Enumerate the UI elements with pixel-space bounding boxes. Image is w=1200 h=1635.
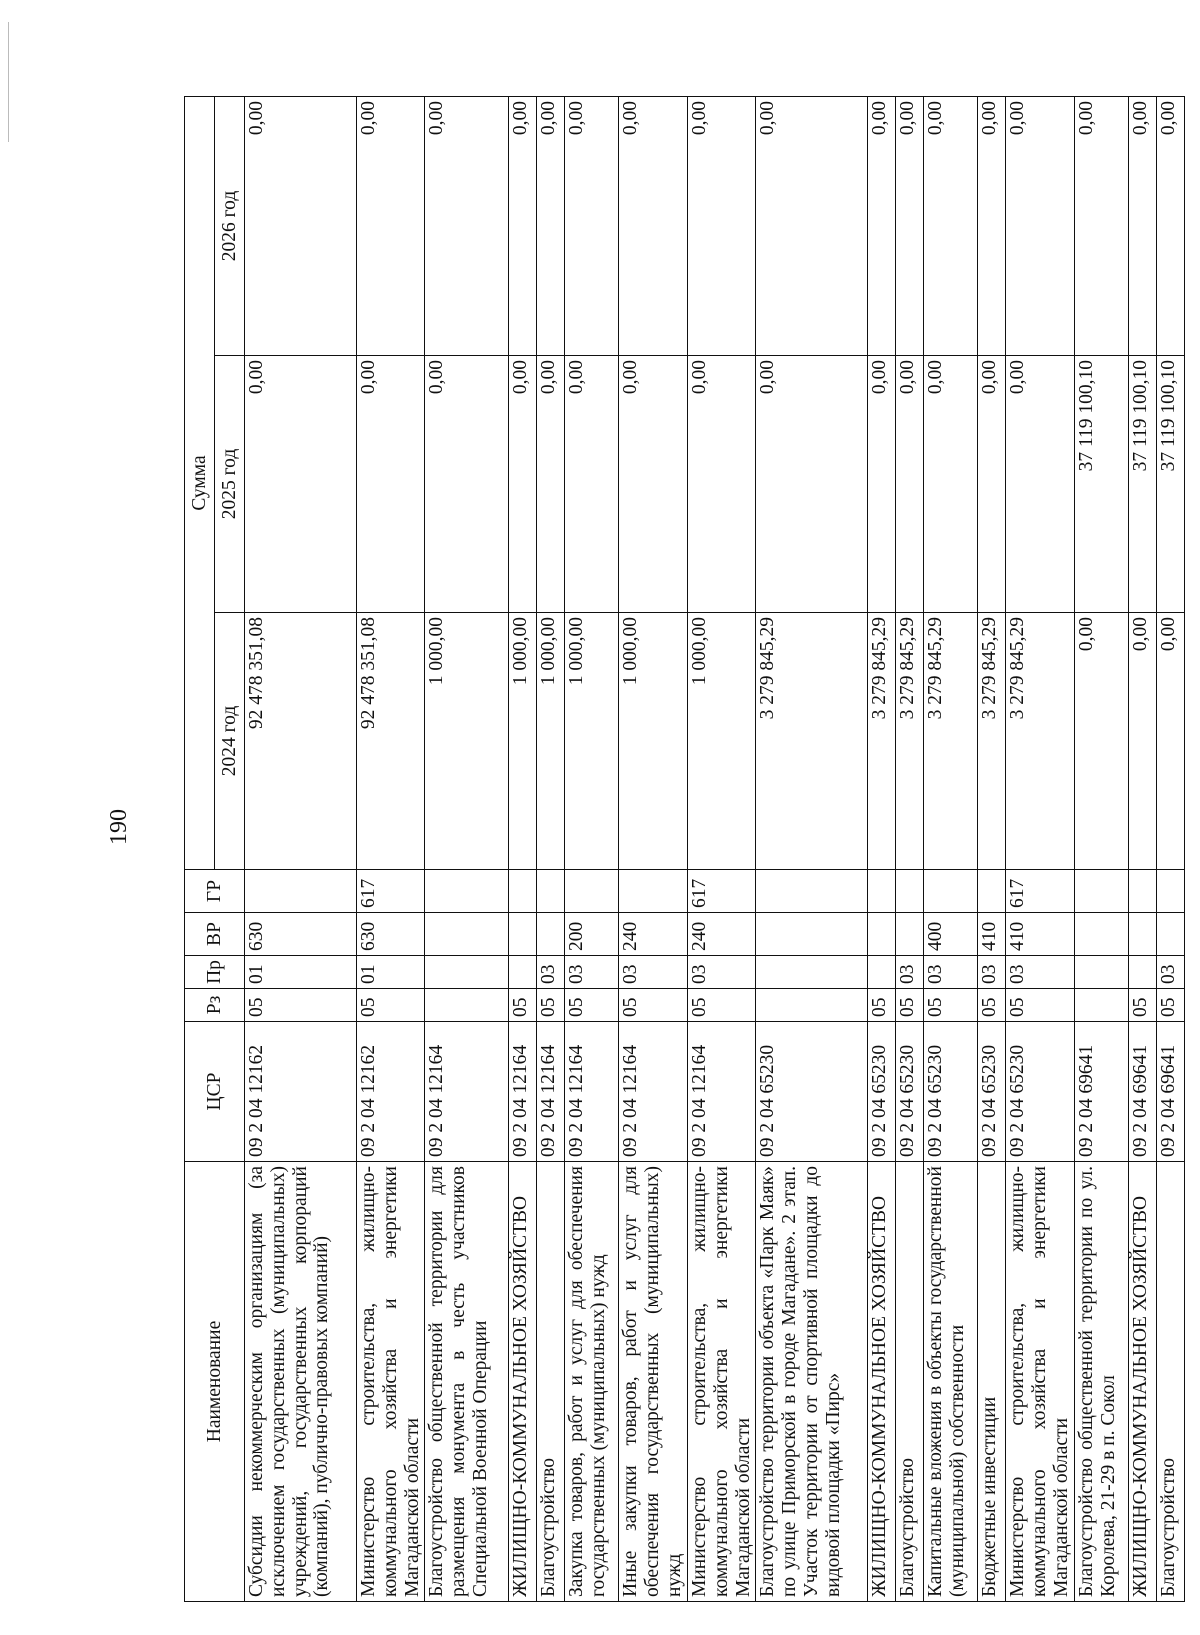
header-2025: 2025 год (215, 356, 245, 613)
row-2026: 0,00 (978, 97, 1006, 356)
row-gr (924, 870, 978, 913)
row-vr (868, 913, 896, 956)
row-2026: 0,00 (425, 97, 509, 356)
table-row (978, 97, 1006, 1602)
row-pr: 01 (245, 956, 357, 989)
row-name: Капитальные вложения в объекты государственной (муниципальной) собственности (924, 1162, 978, 1602)
header-csr: ЦСР (185, 1022, 245, 1162)
row-pr: 03 (978, 956, 1006, 989)
table-header (185, 97, 245, 1602)
row-2024: 1 000,00 (687, 613, 755, 870)
row-2024: 3 279 845,29 (756, 613, 868, 870)
row-2024: 3 279 845,29 (868, 613, 896, 870)
row-vr (425, 913, 509, 956)
row-2026: 0,00 (924, 97, 978, 356)
row-csr: 09 2 04 65230 (924, 1022, 978, 1162)
row-2025: 0,00 (619, 356, 687, 613)
row-name: ЖИЛИЩНО-КОММУНАЛЬНОЕ ХОЗЯЙСТВО (509, 1162, 537, 1602)
row-name: Благоустройство общественной территории для размещения монумента в честь участников Специальной Военной Операции (425, 1162, 509, 1602)
row-pr (1074, 956, 1128, 989)
row-rz: 05 (1156, 989, 1184, 1022)
table-row (357, 97, 425, 1602)
row-name: Министерство строительства, жилищно-коммунального хозяйства и энергетики Магаданской области (1006, 1162, 1074, 1602)
row-2025: 0,00 (425, 356, 509, 613)
table-row (868, 97, 896, 1602)
row-2025: 0,00 (687, 356, 755, 613)
row-gr (509, 870, 537, 913)
row-name: Иные закупки товаров, работ и услуг для обеспечения государственных (муниципальных) нужд (619, 1162, 687, 1602)
row-rz: 05 (868, 989, 896, 1022)
row-2026: 0,00 (687, 97, 755, 356)
table-row (565, 97, 619, 1602)
row-vr (1128, 913, 1156, 956)
margin-line (8, 22, 9, 142)
table-row (619, 97, 687, 1602)
row-pr (509, 956, 537, 989)
row-pr: 03 (687, 956, 755, 989)
page-number: 190 (106, 809, 132, 845)
row-2025: 0,00 (896, 356, 924, 613)
table-row (1156, 97, 1184, 1602)
row-2024: 1 000,00 (619, 613, 687, 870)
budget-table (184, 96, 1185, 1602)
row-gr (896, 870, 924, 913)
row-2025: 0,00 (868, 356, 896, 613)
row-name: Благоустройство (896, 1162, 924, 1602)
row-name: Министерство строительства, жилищно-коммунального хозяйства и энергетики Магаданской области (357, 1162, 425, 1602)
row-2026: 0,00 (756, 97, 868, 356)
row-csr: 09 2 04 12162 (357, 1022, 425, 1162)
row-vr: 410 (978, 913, 1006, 956)
table-row (896, 97, 924, 1602)
row-2025: 0,00 (756, 356, 868, 613)
row-2026: 0,00 (245, 97, 357, 356)
row-rz (425, 989, 509, 1022)
row-2025: 0,00 (509, 356, 537, 613)
row-csr: 09 2 04 12164 (509, 1022, 537, 1162)
row-vr: 240 (687, 913, 755, 956)
row-2024: 1 000,00 (509, 613, 537, 870)
table-row (924, 97, 978, 1602)
header-sum: Сумма (185, 97, 215, 870)
header-name: Наименование (185, 1162, 245, 1602)
row-name: ЖИЛИЩНО-КОММУНАЛЬНОЕ ХОЗЯЙСТВО (868, 1162, 896, 1602)
table-row (537, 97, 565, 1602)
row-gr (425, 870, 509, 913)
row-name: Благоустройство территории объекта «Парк Маяк» по улице Приморской в городе Магадане». 2 этап. Участок территории от спортивной площадки до видовой площадки «Пирс» (756, 1162, 868, 1602)
row-2025: 0,00 (537, 356, 565, 613)
row-pr: 01 (357, 956, 425, 989)
table-row (1128, 97, 1156, 1602)
table-row (509, 97, 537, 1602)
row-rz: 05 (357, 989, 425, 1022)
row-2025: 37 119 100,10 (1128, 356, 1156, 613)
row-rz: 05 (1128, 989, 1156, 1022)
row-2026: 0,00 (509, 97, 537, 356)
row-2024: 0,00 (1156, 613, 1184, 870)
row-2026: 0,00 (565, 97, 619, 356)
budget-table-container (184, 97, 1179, 1602)
row-vr: 200 (565, 913, 619, 956)
row-2025: 37 119 100,10 (1156, 356, 1184, 613)
table-row (756, 97, 868, 1602)
row-pr: 03 (924, 956, 978, 989)
row-pr (868, 956, 896, 989)
row-name: Благоустройство (537, 1162, 565, 1602)
row-vr: 410 (1006, 913, 1074, 956)
row-2026: 0,00 (1156, 97, 1184, 356)
row-2025: 0,00 (1006, 356, 1074, 613)
header-rz: Рз (185, 989, 245, 1022)
row-name: Бюджетные инвестиции (978, 1162, 1006, 1602)
row-gr (1128, 870, 1156, 913)
row-csr: 09 2 04 65230 (756, 1022, 868, 1162)
row-name: Министерство строительства, жилищно-коммунального хозяйства и энергетики Магаданской области (687, 1162, 755, 1602)
row-rz: 05 (1006, 989, 1074, 1022)
row-name: Закупка товаров, работ и услуг для обеспечения государственных (муниципальных) нужд (565, 1162, 619, 1602)
table-row (425, 97, 509, 1602)
row-gr (978, 870, 1006, 913)
row-2026: 0,00 (868, 97, 896, 356)
row-rz: 05 (978, 989, 1006, 1022)
header-gr: ГР (185, 870, 245, 913)
row-rz: 05 (924, 989, 978, 1022)
row-rz (756, 989, 868, 1022)
row-pr: 03 (619, 956, 687, 989)
row-rz (1074, 989, 1128, 1022)
row-rz: 05 (537, 989, 565, 1022)
row-vr (537, 913, 565, 956)
row-pr: 03 (537, 956, 565, 989)
table-row (1006, 97, 1074, 1602)
row-vr (896, 913, 924, 956)
table-row (1074, 97, 1128, 1602)
row-pr: 03 (1156, 956, 1184, 989)
row-2024: 0,00 (1074, 613, 1128, 870)
row-gr (1074, 870, 1128, 913)
row-2025: 0,00 (245, 356, 357, 613)
row-2026: 0,00 (1128, 97, 1156, 356)
row-2024: 0,00 (1128, 613, 1156, 870)
table-row (245, 97, 357, 1602)
row-2024: 3 279 845,29 (924, 613, 978, 870)
row-csr: 09 2 04 65230 (896, 1022, 924, 1162)
row-2025: 0,00 (924, 356, 978, 613)
row-2024: 3 279 845,29 (978, 613, 1006, 870)
row-2026: 0,00 (1074, 97, 1128, 356)
row-gr (1156, 870, 1184, 913)
row-2024: 1 000,00 (425, 613, 509, 870)
row-2026: 0,00 (896, 97, 924, 356)
row-2026: 0,00 (619, 97, 687, 356)
row-gr (565, 870, 619, 913)
row-name: Субсидии некоммерческим организациям (за исключением государственных (муниципальных) учреждений, государственных корпораций (компаний), публично-правовых компаний) (245, 1162, 357, 1602)
row-vr (509, 913, 537, 956)
row-csr: 09 2 04 12164 (687, 1022, 755, 1162)
row-2024: 1 000,00 (537, 613, 565, 870)
row-2025: 0,00 (565, 356, 619, 613)
row-vr (1156, 913, 1184, 956)
header-2026: 2026 год (215, 97, 245, 356)
row-pr (756, 956, 868, 989)
row-csr: 09 2 04 12164 (537, 1022, 565, 1162)
row-csr: 09 2 04 12164 (565, 1022, 619, 1162)
row-vr (1074, 913, 1128, 956)
row-gr: 617 (1006, 870, 1074, 913)
row-csr: 09 2 04 12164 (425, 1022, 509, 1162)
row-csr: 09 2 04 65230 (868, 1022, 896, 1162)
row-rz: 05 (565, 989, 619, 1022)
row-csr: 09 2 04 69641 (1074, 1022, 1128, 1162)
row-2024: 92 478 351,08 (357, 613, 425, 870)
row-2026: 0,00 (537, 97, 565, 356)
row-2026: 0,00 (357, 97, 425, 356)
row-vr: 400 (924, 913, 978, 956)
row-2025: 0,00 (978, 356, 1006, 613)
row-vr: 630 (245, 913, 357, 956)
row-pr (1128, 956, 1156, 989)
row-pr: 03 (896, 956, 924, 989)
row-2026: 0,00 (1006, 97, 1074, 356)
row-vr: 630 (357, 913, 425, 956)
row-csr: 09 2 04 12164 (619, 1022, 687, 1162)
row-csr: 09 2 04 65230 (978, 1022, 1006, 1162)
row-csr: 09 2 04 69641 (1156, 1022, 1184, 1162)
row-gr (756, 870, 868, 913)
row-pr: 03 (565, 956, 619, 989)
row-2025: 0,00 (357, 356, 425, 613)
table-body (245, 97, 1185, 1602)
header-pr: Пр (185, 956, 245, 989)
row-pr: 03 (1006, 956, 1074, 989)
row-name: ЖИЛИЩНО-КОММУНАЛЬНОЕ ХОЗЯЙСТВО (1128, 1162, 1156, 1602)
row-2024: 3 279 845,29 (896, 613, 924, 870)
table-row (687, 97, 755, 1602)
row-gr (619, 870, 687, 913)
row-rz: 05 (896, 989, 924, 1022)
row-gr: 617 (357, 870, 425, 913)
row-csr: 09 2 04 69641 (1128, 1022, 1156, 1162)
row-csr: 09 2 04 65230 (1006, 1022, 1074, 1162)
row-rz: 05 (245, 989, 357, 1022)
row-2024: 1 000,00 (565, 613, 619, 870)
row-vr: 240 (619, 913, 687, 956)
row-2025: 37 119 100,10 (1074, 356, 1128, 613)
row-name: Благоустройство (1156, 1162, 1184, 1602)
header-2024: 2024 год (215, 613, 245, 870)
row-csr: 09 2 04 12162 (245, 1022, 357, 1162)
row-2024: 92 478 351,08 (245, 613, 357, 870)
row-rz: 05 (509, 989, 537, 1022)
row-name: Благоустройство общественной территории по ул. Королева, 21-29 в п. Сокол (1074, 1162, 1128, 1602)
row-gr: 617 (687, 870, 755, 913)
row-rz: 05 (619, 989, 687, 1022)
row-gr (868, 870, 896, 913)
row-2024: 3 279 845,29 (1006, 613, 1074, 870)
row-pr (425, 956, 509, 989)
row-gr (245, 870, 357, 913)
row-rz: 05 (687, 989, 755, 1022)
header-vr: ВР (185, 913, 245, 956)
row-vr (756, 913, 868, 956)
row-gr (537, 870, 565, 913)
